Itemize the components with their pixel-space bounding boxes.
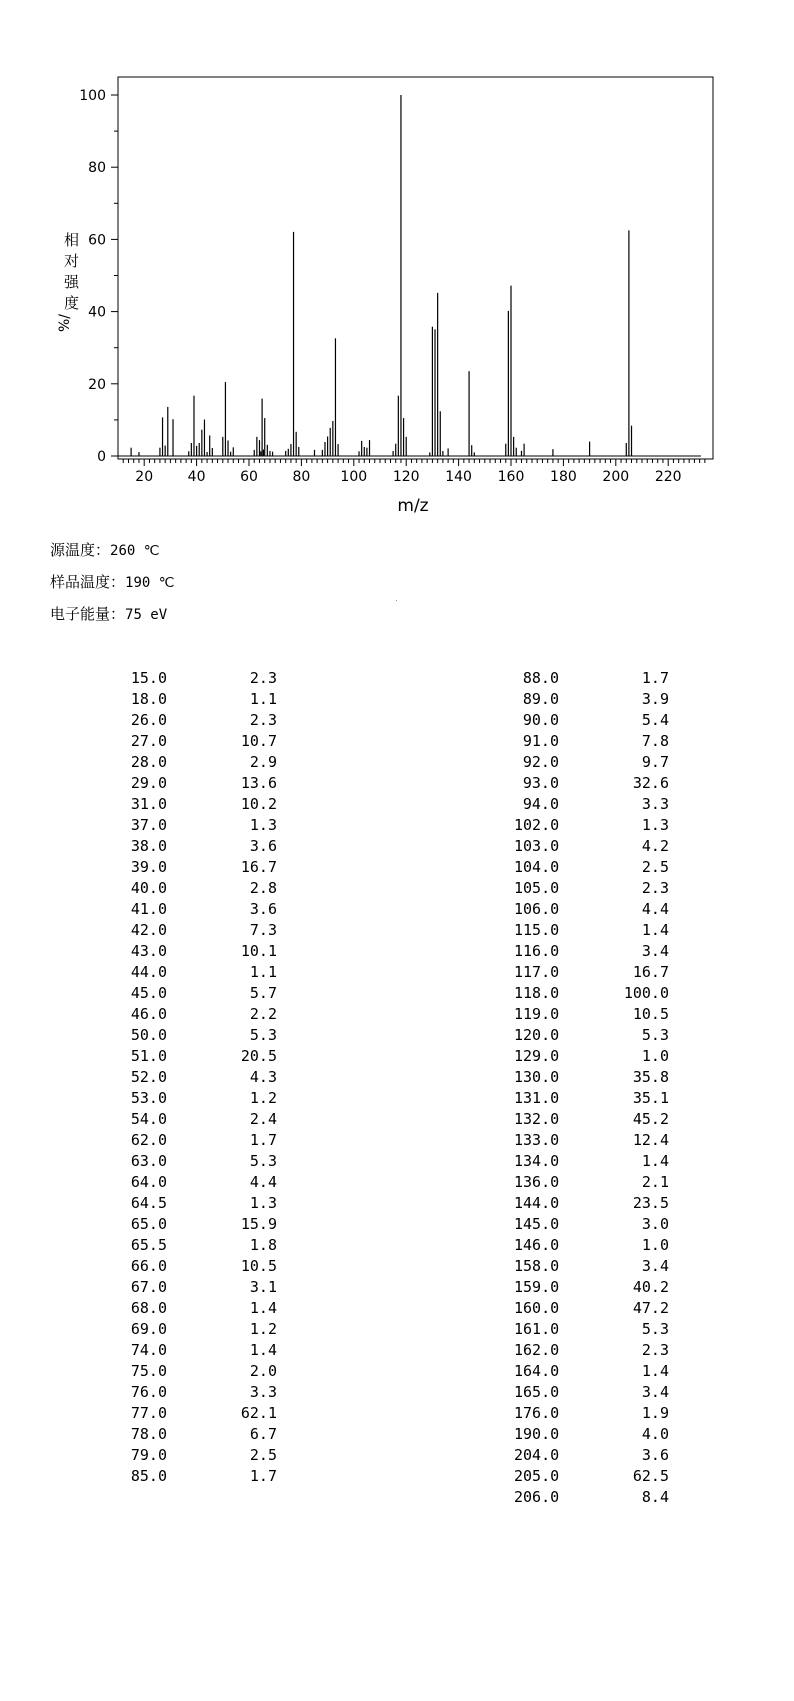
x-tick-label: 60 [240, 469, 258, 485]
mz-value: 67.0 [130, 1278, 167, 1296]
x-tick-label: 20 [135, 469, 154, 485]
abundance-value: 10.1 [240, 942, 277, 960]
abundance-value: 3.4 [641, 942, 669, 960]
mz-value: 89.0 [522, 690, 559, 708]
abundance-value: 2.0 [249, 1362, 277, 1380]
mz-value: 65.5 [130, 1236, 167, 1254]
abundance-value: 3.3 [641, 795, 669, 813]
abundance-value: 4.4 [249, 1173, 277, 1191]
condition-label: 电子能量： [50, 605, 126, 623]
mz-value: 51.0 [130, 1047, 167, 1065]
mz-value: 27.0 [130, 732, 167, 750]
abundance-value: 4.4 [641, 900, 669, 918]
mz-value: 106.0 [514, 900, 560, 918]
y-tick-label: 40 [88, 304, 106, 321]
mz-value: 78.0 [130, 1425, 167, 1443]
x-tick-label: 180 [550, 469, 577, 485]
abundance-value: 7.3 [249, 921, 277, 939]
x-axis-ticks [123, 459, 705, 485]
abundance-value: 4.3 [249, 1068, 277, 1086]
abundance-value: 3.9 [641, 690, 669, 708]
abundance-value: 5.3 [641, 1026, 669, 1044]
mz-value: 77.0 [130, 1404, 167, 1422]
mz-value: 130.0 [514, 1068, 560, 1086]
mz-value: 164.0 [514, 1362, 560, 1380]
mz-value: 92.0 [522, 753, 559, 771]
mz-value: 136.0 [514, 1173, 560, 1191]
mz-value: 132.0 [514, 1110, 560, 1128]
abundance-value: 1.4 [641, 1152, 669, 1170]
mz-value: 120.0 [514, 1026, 560, 1044]
mz-value: 162.0 [514, 1341, 560, 1359]
abundance-value: 2.3 [641, 879, 669, 897]
abundance-value: 2.3 [641, 1341, 669, 1359]
x-tick-label: 220 [654, 469, 682, 485]
x-axis-label: m/z [397, 496, 429, 516]
mz-value: 129.0 [514, 1047, 560, 1065]
mz-value: 131.0 [514, 1089, 560, 1107]
abundance-value: 3.4 [641, 1257, 669, 1275]
abundance-value: 20.5 [240, 1047, 277, 1065]
y-tick-label: 60 [88, 232, 106, 249]
y-tick-label: 0 [97, 449, 106, 465]
y-label-unit: %/ [57, 313, 73, 333]
abundance-value: 35.1 [632, 1089, 669, 1107]
abundance-value: 2.9 [249, 753, 277, 771]
abundance-value: 45.2 [632, 1110, 669, 1128]
abundance-value: 1.2 [249, 1320, 277, 1338]
mz-value: 160.0 [514, 1299, 560, 1317]
mz-value: 118.0 [514, 984, 560, 1002]
abundance-value: 1.0 [641, 1236, 669, 1254]
stray-dot [396, 600, 397, 601]
mz-value: 75.0 [130, 1362, 167, 1380]
mz-value: 176.0 [514, 1404, 560, 1422]
mz-value: 79.0 [130, 1446, 167, 1464]
abundance-value: 9.7 [641, 753, 669, 771]
x-tick-label: 40 [187, 469, 206, 485]
abundance-value: 5.3 [641, 1320, 669, 1338]
abundance-value: 1.8 [249, 1236, 277, 1254]
mz-value: 18.0 [130, 690, 167, 708]
abundance-value: 1.0 [641, 1047, 669, 1065]
abundance-value: 1.9 [641, 1404, 669, 1422]
mz-value: 54.0 [130, 1110, 167, 1128]
condition-label: 样品温度： [50, 573, 126, 591]
mz-value: 145.0 [514, 1215, 560, 1233]
condition-value: 260 ℃ [110, 543, 160, 559]
mz-value: 116.0 [514, 942, 560, 960]
mz-value: 40.0 [130, 879, 167, 897]
mz-value: 206.0 [514, 1488, 560, 1506]
mz-value: 69.0 [130, 1320, 167, 1338]
abundance-value: 13.6 [240, 774, 277, 792]
abundance-value: 3.0 [641, 1215, 669, 1233]
abundance-value: 2.3 [249, 711, 277, 729]
abundance-value: 47.2 [632, 1299, 669, 1317]
abundance-value: 10.5 [632, 1005, 669, 1023]
condition-row [50, 539, 159, 560]
spectrum-peaks [131, 95, 631, 456]
abundance-value: 3.6 [249, 837, 277, 855]
mz-value: 115.0 [514, 921, 560, 939]
mz-value: 93.0 [522, 774, 559, 792]
mz-value: 15.0 [130, 669, 167, 687]
abundance-value: 10.5 [240, 1257, 277, 1275]
plot-frame [118, 77, 713, 459]
abundance-value: 2.1 [641, 1173, 669, 1191]
mz-value: 104.0 [514, 858, 560, 876]
mz-value: 134.0 [514, 1152, 560, 1170]
mz-value: 63.0 [130, 1152, 167, 1170]
mz-value: 161.0 [514, 1320, 560, 1338]
condition-value: 190 ℃ [125, 575, 175, 591]
y-tick-label: 80 [88, 160, 106, 177]
mz-value: 159.0 [514, 1278, 560, 1296]
x-tick-label: 140 [445, 469, 472, 485]
mz-value: 88.0 [522, 669, 559, 687]
abundance-value: 4.0 [641, 1425, 669, 1443]
mz-value: 91.0 [522, 732, 559, 750]
abundance-value: 1.4 [641, 1362, 669, 1380]
abundance-value: 5.7 [249, 984, 277, 1002]
mz-value: 50.0 [130, 1026, 167, 1044]
mz-value: 190.0 [514, 1425, 560, 1443]
abundance-value: 62.1 [240, 1404, 277, 1422]
mz-value: 146.0 [514, 1236, 560, 1254]
mz-value: 66.0 [130, 1257, 167, 1275]
abundance-value: 7.8 [641, 732, 669, 750]
abundance-value: 1.7 [249, 1131, 277, 1149]
mass-spectrum-chart [0, 0, 794, 530]
condition-value: 75 eV [125, 607, 168, 623]
abundance-value: 1.3 [249, 1194, 277, 1212]
x-tick-label: 200 [602, 469, 630, 485]
mz-value: 94.0 [522, 795, 559, 813]
mz-value: 102.0 [514, 816, 560, 834]
abundance-value: 1.7 [641, 669, 669, 687]
mz-value: 119.0 [514, 1005, 560, 1023]
abundance-value: 1.3 [249, 816, 277, 834]
y-label-char: 度 [64, 294, 80, 312]
abundance-value: 1.7 [249, 1467, 277, 1485]
mz-value: 37.0 [130, 816, 167, 834]
abundance-value: 15.9 [240, 1215, 277, 1233]
mz-value: 52.0 [130, 1068, 167, 1086]
abundance-value: 10.7 [240, 732, 277, 750]
mz-value: 29.0 [130, 774, 167, 792]
mz-value: 42.0 [130, 921, 167, 939]
mz-value: 26.0 [130, 711, 167, 729]
abundance-value: 16.7 [632, 963, 669, 981]
x-tick-label: 120 [392, 469, 420, 485]
abundance-value: 8.4 [641, 1488, 669, 1506]
mz-value: 64.0 [130, 1173, 167, 1191]
abundance-value: 3.4 [641, 1383, 669, 1401]
y-tick-label: 100 [79, 88, 106, 104]
abundance-value: 2.2 [249, 1005, 277, 1023]
mz-value: 76.0 [130, 1383, 167, 1401]
mz-value: 43.0 [130, 942, 167, 960]
mz-value: 133.0 [514, 1131, 560, 1149]
condition-row [50, 603, 167, 624]
mz-value: 204.0 [514, 1446, 560, 1464]
mz-value: 117.0 [514, 963, 560, 981]
abundance-value: 10.2 [240, 795, 277, 813]
abundance-value: 3.6 [249, 900, 277, 918]
abundance-value: 3.3 [249, 1383, 277, 1401]
mz-value: 144.0 [514, 1194, 560, 1212]
mz-value: 103.0 [514, 837, 560, 855]
abundance-value: 5.3 [249, 1152, 277, 1170]
abundance-value: 1.1 [249, 690, 277, 708]
mz-value: 165.0 [514, 1383, 560, 1401]
abundance-value: 1.4 [641, 921, 669, 939]
y-tick-label: 20 [88, 376, 106, 393]
abundance-value: 4.2 [641, 837, 669, 855]
abundance-value: 1.4 [249, 1341, 277, 1359]
abundance-value: 23.5 [632, 1194, 669, 1212]
mz-value: 28.0 [130, 753, 167, 771]
mz-value: 45.0 [130, 984, 167, 1002]
x-tick-label: 160 [497, 469, 525, 485]
mz-value: 44.0 [130, 963, 167, 981]
y-label-char: 强 [64, 273, 80, 291]
mz-value: 205.0 [514, 1467, 560, 1485]
abundance-value: 6.7 [249, 1425, 277, 1443]
mz-value: 65.0 [130, 1215, 167, 1233]
abundance-value: 2.5 [641, 858, 669, 876]
mz-value: 39.0 [130, 858, 167, 876]
abundance-value: 2.3 [249, 669, 277, 687]
y-axis-label [64, 231, 80, 312]
x-tick-label: 100 [340, 469, 368, 485]
abundance-value: 32.6 [632, 774, 669, 792]
abundance-value: 3.1 [249, 1278, 277, 1296]
mz-value: 64.5 [130, 1194, 167, 1212]
condition-row [50, 571, 174, 592]
abundance-value: 1.1 [249, 963, 277, 981]
abundance-value: 5.3 [249, 1026, 277, 1044]
abundance-value: 2.4 [249, 1110, 277, 1128]
mz-value: 74.0 [130, 1341, 167, 1359]
abundance-value: 12.4 [632, 1131, 669, 1149]
abundance-value: 100.0 [623, 984, 669, 1002]
abundance-value: 1.2 [249, 1089, 277, 1107]
abundance-value: 2.5 [249, 1446, 277, 1464]
abundance-value: 1.4 [249, 1299, 277, 1317]
abundance-value: 35.8 [632, 1068, 669, 1086]
y-axis-ticks [79, 88, 701, 465]
mz-value: 62.0 [130, 1131, 167, 1149]
condition-label: 源温度： [50, 541, 111, 559]
mz-value: 53.0 [130, 1089, 167, 1107]
mz-value: 38.0 [130, 837, 167, 855]
y-label-char: 相 [64, 231, 80, 249]
abundance-value: 5.4 [641, 711, 669, 729]
mz-value: 68.0 [130, 1299, 167, 1317]
abundance-value: 16.7 [240, 858, 277, 876]
mz-value: 31.0 [130, 795, 167, 813]
abundance-value: 62.5 [632, 1467, 669, 1485]
mz-value: 90.0 [522, 711, 559, 729]
mz-value: 41.0 [130, 900, 167, 918]
x-tick-label: 80 [292, 469, 311, 485]
mz-value: 46.0 [130, 1005, 167, 1023]
abundance-value: 1.3 [641, 816, 669, 834]
abundance-value: 2.8 [249, 879, 277, 897]
abundance-value: 3.6 [641, 1446, 669, 1464]
y-label-char: 对 [64, 252, 80, 270]
mz-value: 158.0 [514, 1257, 560, 1275]
abundance-value: 40.2 [632, 1278, 669, 1296]
mz-value: 85.0 [130, 1467, 167, 1485]
mz-value: 105.0 [514, 879, 560, 897]
